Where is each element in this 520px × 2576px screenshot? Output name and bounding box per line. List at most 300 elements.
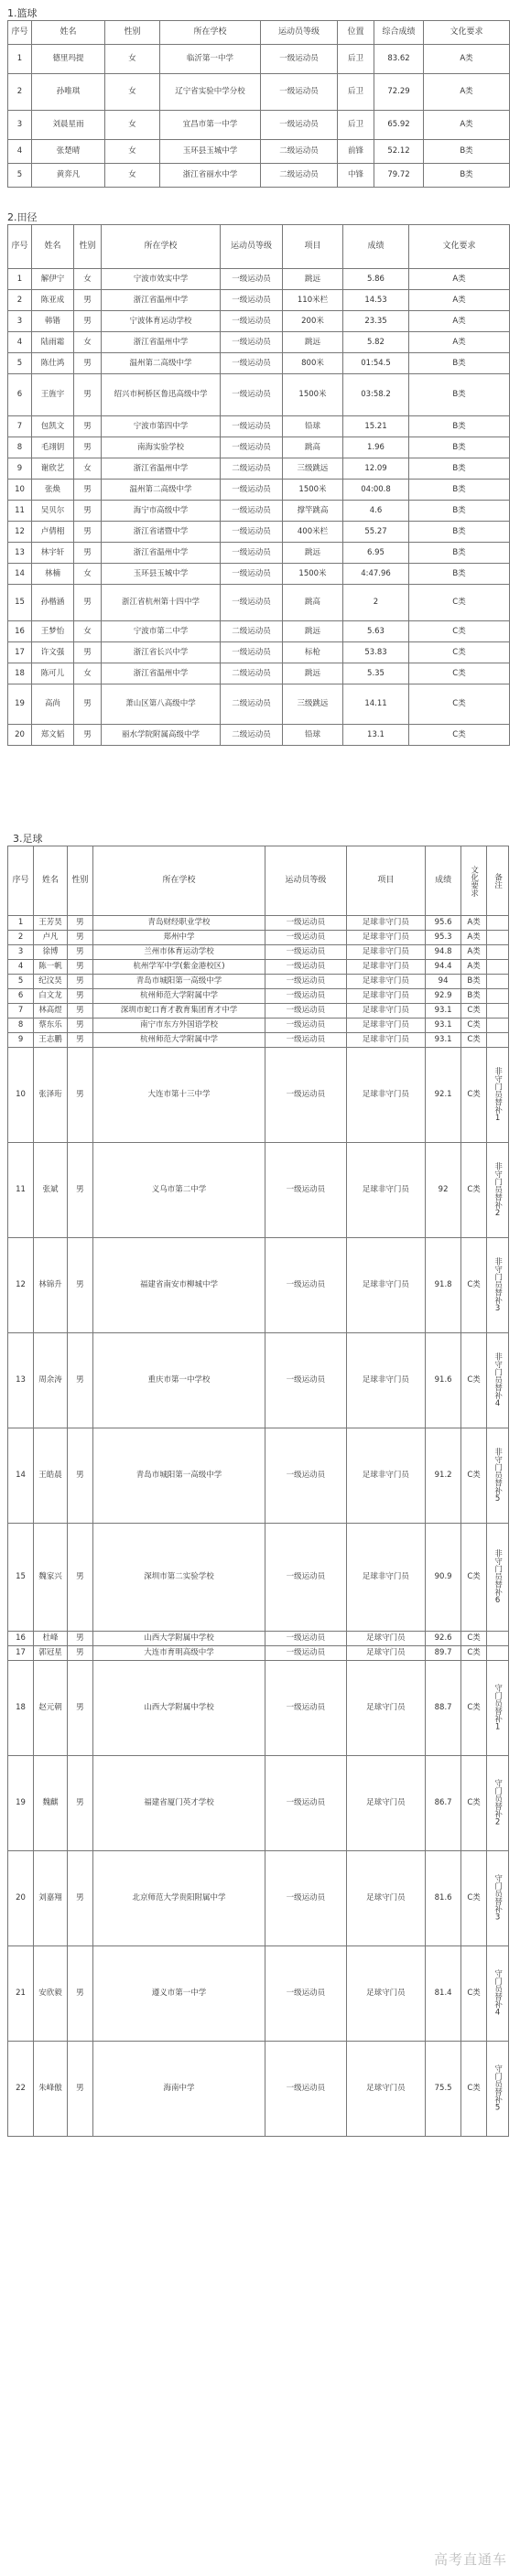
table-cell: 19 [8,1756,34,1851]
table-row [8,501,510,522]
table-cell: 女 [105,45,160,74]
table-cell: 跳高 [283,585,343,621]
table-cell: 94 [426,975,461,989]
table-cell: C类 [461,1646,487,1661]
table-cell: 魏麒 [34,1756,68,1851]
table-cell: 男 [74,290,102,311]
table-cell: 男 [67,916,92,931]
table-cell: 杭州学军中学(紫金港校区) [92,960,265,975]
table-cell: 21 [8,1946,34,2042]
table-cell: 男 [67,960,92,975]
table-cell: 一级运动员 [221,642,283,663]
table-cell: 9 [8,458,32,480]
table-cell: 遵义市第一中学 [92,1946,265,2042]
table-cell: A类 [409,269,510,290]
table-cell: 后卫 [338,74,374,111]
table-cell: 男 [74,311,102,332]
table-cell: 一级运动员 [221,374,283,416]
table-row [8,975,509,989]
table-cell: 14 [8,564,32,585]
table-cell: 2 [8,931,34,945]
table-cell: 13.1 [343,725,409,746]
table-cell: 浙江省温州中学 [102,663,221,684]
table-cell: 义乌市第二中学 [92,1143,265,1238]
table-cell: 三级跳远 [283,458,343,480]
table-cell: 辽宁省实验中学分校 [160,74,261,111]
table-cell: 杭州师范大学附属中学 [92,989,265,1004]
table-cell: 卢倩栩 [32,522,74,543]
table-cell: A类 [424,74,510,111]
table-cell: 一级运动员 [261,74,338,111]
table-cell: 男 [67,2042,92,2137]
table-cell: 12 [8,1238,34,1333]
table-cell: 韩锴 [32,311,74,332]
table-cell: 二级运动员 [221,458,283,480]
table-cell: 男 [67,1756,92,1851]
table-cell: 铅球 [283,725,343,746]
table-cell: 孙楷涵 [32,585,74,621]
table-cell: 宁波体育运动学校 [102,311,221,332]
table-cell: B类 [409,564,510,585]
table-cell: 林高煜 [34,1004,68,1019]
table-cell [487,975,509,989]
table-cell: B类 [409,353,510,374]
table-cell: 王志鹏 [34,1033,68,1048]
table-cell: 1 [8,916,34,931]
header-row [8,225,510,269]
table-cell: 17 [8,642,32,663]
table-cell: 一级运动员 [265,1048,347,1143]
table-cell: 郭冠星 [34,1646,68,1661]
table-cell: 20 [8,725,32,746]
table-cell: 高尚 [32,684,74,725]
table-cell: 大连市第十三中学 [92,1048,265,1143]
column-header: 文化要求 [461,846,487,916]
table-cell: 男 [74,353,102,374]
table-cell: C类 [461,1851,487,1946]
table-row [8,416,510,437]
table-cell: B类 [409,374,510,416]
table-cell: 81.4 [426,1946,461,2042]
column-header: 文化要求 [409,225,510,269]
table-cell: 男 [74,684,102,725]
table-cell: 79.72 [374,164,424,188]
table-cell: 一级运动员 [221,522,283,543]
table-row [8,564,510,585]
table-cell: 一级运动员 [265,1428,347,1524]
table-row [8,585,510,621]
column-header: 项目 [346,846,425,916]
table-cell: 92 [426,1143,461,1238]
table-cell: 6.95 [343,543,409,564]
table-cell: 二级运动员 [221,663,283,684]
column-header: 综合成绩 [374,21,424,45]
table-row [8,1333,509,1428]
table-cell: 张楚晴 [32,140,105,164]
table-cell: 20 [8,1851,34,1946]
table-cell: 男 [74,522,102,543]
table-row [8,164,510,188]
table-cell: 11 [8,1143,34,1238]
table-row [8,931,509,945]
table-cell: 91.2 [426,1428,461,1524]
column-header: 序号 [8,225,32,269]
table-cell: 23.35 [343,311,409,332]
column-header: 成绩 [343,225,409,269]
table-cell: 福建省厦门英才学校 [92,1756,265,1851]
table-cell: A类 [461,916,487,931]
table-cell: A类 [409,290,510,311]
table-cell: 5 [8,353,32,374]
table-cell: 二级运动员 [261,140,338,164]
table-cell: 跳远 [283,332,343,353]
table-cell: 10 [8,1048,34,1143]
table-cell: 一级运动员 [265,931,347,945]
table-cell: 男 [74,725,102,746]
table-cell: 一级运动员 [221,437,283,458]
table-cell: 赵元朝 [34,1661,68,1756]
table-cell: 男 [67,1524,92,1632]
table-cell: 前锋 [338,140,374,164]
table-cell: 一级运动员 [221,290,283,311]
table-cell: 萧山区第八高级中学 [102,684,221,725]
table-cell: 陆雨霜 [32,332,74,353]
table-row [8,543,510,564]
table-cell: 15.21 [343,416,409,437]
table-cell: 后卫 [338,111,374,140]
table-cell: 足球非守门员 [346,916,425,931]
table-cell: 德里玛提 [32,45,105,74]
table-cell: C类 [461,1756,487,1851]
table-cell [487,945,509,960]
table-cell: 18 [8,663,32,684]
table-cell: 男 [67,1238,92,1333]
table-cell: 4.6 [343,501,409,522]
table-cell: 75.5 [426,2042,461,2137]
table-row [8,1428,509,1524]
table-cell: 男 [67,1632,92,1646]
column-header: 姓名 [34,846,68,916]
table-cell: B类 [409,416,510,437]
table-cell: 深圳市第二实验学校 [92,1524,265,1632]
table-row [8,269,510,290]
table-cell: 足球非守门员 [346,1048,425,1143]
table-cell: 4 [8,960,34,975]
table-row [8,353,510,374]
table-cell: A类 [409,332,510,353]
table-cell: 女 [74,269,102,290]
table-cell: 卢凡 [34,931,68,945]
column-header: 备注 [487,846,509,916]
table-row [8,332,510,353]
table-cell: 一级运动员 [265,1143,347,1238]
table-cell: B类 [409,458,510,480]
table-cell: 8 [8,1019,34,1033]
table-row [8,945,509,960]
table-cell: 一级运动员 [261,45,338,74]
table-cell: 郑文韬 [32,725,74,746]
table-cell: 足球非守门员 [346,945,425,960]
table-cell: 后卫 [338,45,374,74]
table-cell [487,1019,509,1033]
table-row [8,1019,509,1033]
table-cell: C类 [409,621,510,642]
table-cell: 92.9 [426,989,461,1004]
table-cell: C类 [461,1033,487,1048]
table-row [8,1033,509,1048]
table-cell: 深圳市蛇口育才教育集团育才中学 [92,1004,265,1019]
table-cell: 一级运动员 [265,1632,347,1646]
table-cell: 宁波市效实中学 [102,269,221,290]
table-cell: 男 [74,585,102,621]
table-cell: 浙江省杭州第十四中学 [102,585,221,621]
table-cell: 一级运动员 [221,269,283,290]
table-cell: 男 [67,1428,92,1524]
table-cell: 玉环县玉城中学 [102,564,221,585]
table-cell: C类 [461,2042,487,2137]
table-cell: 3 [8,311,32,332]
table-cell: C类 [409,642,510,663]
table-cell: 包凯文 [32,416,74,437]
table-cell: 93.1 [426,1004,461,1019]
table-cell: 山西大学附属中学校 [92,1632,265,1646]
table-cell: C类 [461,1661,487,1756]
table-cell: C类 [461,1048,487,1143]
table-cell: 浙江省温州中学 [102,458,221,480]
table-cell: 足球非守门员 [346,960,425,975]
table-cell: 青岛财经职业学校 [92,916,265,931]
table-cell: 1 [8,45,32,74]
table-cell: 一级运动员 [265,1333,347,1428]
table-cell: C类 [461,1143,487,1238]
table-cell: 周余涛 [34,1333,68,1428]
table-cell [487,1004,509,1019]
table-cell: B类 [461,989,487,1004]
column-header: 所在学校 [160,21,261,45]
table-cell: 女 [74,621,102,642]
table-cell: 浙江省温州中学 [102,543,221,564]
table-row [8,1851,509,1946]
table-cell: 17 [8,1646,34,1661]
table-row [8,684,510,725]
table-cell: 魏家兴 [34,1524,68,1632]
table-cell: 4 [8,140,32,164]
table-row [8,458,510,480]
table-cell: 65.92 [374,111,424,140]
table-cell: 足球非守门员 [346,931,425,945]
table-cell: 非守门员替补4 [487,1333,509,1428]
table-cell: 足球守门员 [346,1756,425,1851]
table-cell: 3 [8,945,34,960]
table-cell: 5.63 [343,621,409,642]
table-cell [487,1033,509,1048]
table-cell: 3 [8,111,32,140]
table-row [8,2042,509,2137]
table-row [8,989,509,1004]
table-row [8,621,510,642]
table-cell: 浙江省温州中学 [102,332,221,353]
table-cell: 宁波市第二中学 [102,621,221,642]
table-cell: 200米 [283,311,343,332]
table-cell: 2 [343,585,409,621]
table-cell: 2 [8,290,32,311]
table-cell: 04:00.8 [343,480,409,501]
table-cell: 2 [8,74,32,111]
column-header: 运动员等级 [265,846,347,916]
table-cell: 一级运动员 [265,1524,347,1632]
table-cell: 男 [67,1646,92,1661]
table-cell: 14.53 [343,290,409,311]
table-cell: 浙江省温州中学 [102,290,221,311]
table-cell: B类 [461,975,487,989]
table-cell: 男 [67,1033,92,1048]
table-cell: 山西大学附属中学校 [92,1661,265,1756]
table-cell: 13 [8,543,32,564]
table-cell: 一级运动员 [221,353,283,374]
table-cell: 中锋 [338,164,374,188]
table-cell: 王皓晨 [34,1428,68,1524]
table-cell: 一级运动员 [221,311,283,332]
table-cell: 足球守门员 [346,1632,425,1646]
table-cell: 男 [67,1946,92,2042]
table-cell: 93.1 [426,1019,461,1033]
table-cell: 一级运动员 [265,1756,347,1851]
table-cell: A类 [461,931,487,945]
column-header: 所在学校 [92,846,265,916]
table-cell: 95.6 [426,916,461,931]
table-cell: B类 [409,522,510,543]
table-cell: 非守门员替补5 [487,1428,509,1524]
table-cell: 非守门员替补3 [487,1238,509,1333]
table-cell: 男 [74,501,102,522]
column-header: 序号 [8,846,34,916]
table-cell: 女 [74,663,102,684]
table-cell: 王芳昊 [34,916,68,931]
table-cell: 足球守门员 [346,1646,425,1661]
table-cell: A类 [424,111,510,140]
table-cell: 福建省南安市柳城中学 [92,1238,265,1333]
table-cell: 张泽珩 [34,1048,68,1143]
table-row [8,1646,509,1661]
table-cell: 足球非守门员 [346,1428,425,1524]
table-cell: 男 [74,374,102,416]
table-cell: 95.3 [426,931,461,945]
table-row [8,916,509,931]
table-cell: B类 [424,140,510,164]
table-row [8,1048,509,1143]
table-cell: C类 [461,1632,487,1646]
table-cell: 杜峰 [34,1632,68,1646]
table-cell: A类 [424,45,510,74]
table-cell: 三级跳远 [283,684,343,725]
table-cell: 一级运动员 [265,2042,347,2137]
table-row [8,480,510,501]
table-cell: 4 [8,332,32,353]
table-cell: 一级运动员 [265,945,347,960]
table-cell [487,1632,509,1646]
table-cell: 林锦升 [34,1238,68,1333]
table-cell: 临沂第一中学 [160,45,261,74]
table-cell: 男 [67,1851,92,1946]
table-cell: 铅球 [283,416,343,437]
table-cell: 一级运动员 [265,1661,347,1756]
table-cell: 一级运动员 [265,975,347,989]
table-cell: A类 [461,945,487,960]
table-cell: 03:58.2 [343,374,409,416]
table-cell: 女 [105,111,160,140]
header-row [8,846,509,916]
table-cell: 男 [74,416,102,437]
table-cell: 纪汶昊 [34,975,68,989]
table-cell: 二级运动员 [221,684,283,725]
table-row [8,1946,509,2042]
table-cell: 杭州师范大学附属中学 [92,1033,265,1048]
table-cell: 一级运动员 [221,416,283,437]
table-cell: 52.12 [374,140,424,164]
table-cell: C类 [409,663,510,684]
column-header: 性别 [74,225,102,269]
table-cell: 6 [8,989,34,1004]
table-cell: 宜昌市第一中学 [160,111,261,140]
table-row [8,1632,509,1646]
table-cell [487,1646,509,1661]
table-cell: 91.8 [426,1238,461,1333]
table-cell: 陈仕鸿 [32,353,74,374]
table-cell: 绍兴市柯桥区鲁迅高级中学 [102,374,221,416]
table-cell: 一级运动员 [221,543,283,564]
column-header: 位置 [338,21,374,45]
column-header: 姓名 [32,225,74,269]
table-cell: 5.86 [343,269,409,290]
table-cell: C类 [461,1946,487,2042]
table-cell: 足球非守门员 [346,1143,425,1238]
table-cell: 男 [67,1019,92,1033]
table-cell: A类 [461,960,487,975]
table-cell: 1500米 [283,374,343,416]
table-cell: 11 [8,501,32,522]
table-row [8,74,510,111]
table-cell: 男 [67,1048,92,1143]
section-title-basketball: 1.篮球 [7,7,38,19]
athletics-table [7,224,510,746]
table-cell: 足球守门员 [346,2042,425,2137]
table-cell: 5 [8,975,34,989]
table-cell: 林楠 [32,564,74,585]
table-cell: 9 [8,1033,34,1048]
table-cell: 12 [8,522,32,543]
table-row [8,663,510,684]
table-cell: 一级运动员 [265,916,347,931]
table-row [8,1524,509,1632]
table-cell: 94.4 [426,960,461,975]
table-cell: 一级运动员 [265,989,347,1004]
table-row [8,725,510,746]
table-cell: 女 [74,458,102,480]
table-cell: C类 [461,1428,487,1524]
table-cell: 一级运动员 [261,111,338,140]
table-cell: 13 [8,1333,34,1428]
table-cell: 22 [8,2042,34,2137]
table-cell: 解伊宁 [32,269,74,290]
table-cell: 91.6 [426,1333,461,1428]
column-header: 姓名 [32,21,105,45]
table-cell: 足球非守门员 [346,1019,425,1033]
table-cell: 守门员替补5 [487,2042,509,2137]
column-header: 性别 [105,21,160,45]
column-header: 运动员等级 [221,225,283,269]
table-cell: 10 [8,480,32,501]
table-cell: 1500米 [283,564,343,585]
